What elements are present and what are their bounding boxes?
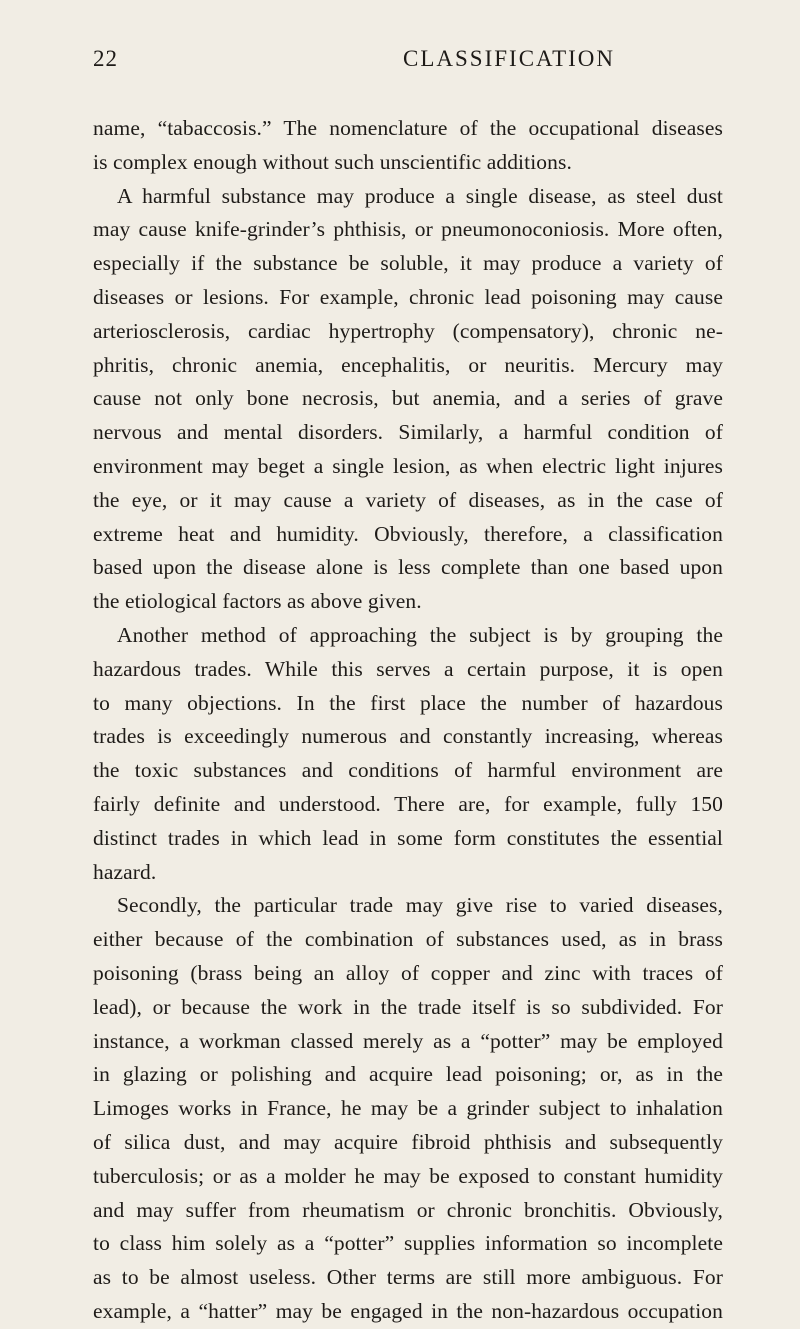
text-line: may cause knife-grinder’s phthisis, or pneumonoconiosis. More often,	[93, 217, 723, 242]
text-line: diseases or lesions. For example, chronic lead poisoning may cause	[93, 284, 723, 309]
text-line: distinct trades in which lead in some form constitutes the essential	[93, 825, 723, 850]
text-line: Limoges works in France, he may be a grinder subject to inhalation	[93, 1096, 723, 1121]
text-line: fairly definite and understood. There are, for example, fully 150	[93, 791, 723, 816]
text-line: extreme heat and humidity. Obviously, therefore, a classification	[93, 521, 723, 546]
text-line: example, a “hatter” may be engaged in the non-hazardous occupation	[93, 1298, 723, 1323]
text-line: and may suffer from rheumatism or chronic bronchitis. Obviously,	[93, 1197, 723, 1222]
text-line: the eye, or it may cause a variety of diseases, as in the case of	[93, 487, 723, 512]
text-line: hazard.	[93, 859, 157, 884]
text-line: arteriosclerosis, cardiac hypertrophy (compensatory), chronic ne-	[93, 318, 723, 343]
page-number: 22	[93, 46, 118, 71]
text-line: hazardous trades. While this serves a certain purpose, it is open	[93, 656, 723, 681]
text-line: nervous and mental disorders. Similarly, a harmful condition of	[93, 420, 723, 445]
text-line: cause not only bone necrosis, but anemia, and a series of grave	[93, 386, 723, 411]
text-line: either because of the combination of substances used, as in brass	[93, 927, 723, 952]
text-line: phritis, chronic anemia, encephalitis, or neuritis. Mercury may	[93, 352, 723, 377]
running-head: CLASSIFICATION	[403, 46, 616, 71]
text-line: especially if the substance be soluble, it may produce a variety of	[93, 251, 723, 276]
text-line: to class him solely as a “potter” supplies information so incomplete	[93, 1231, 723, 1256]
text-line: as to be almost useless. Other terms are still more ambiguous. For	[93, 1265, 723, 1290]
text-line: name, “tabaccosis.” The nomenclature of the occupational diseases	[93, 116, 723, 140]
body-text	[93, 112, 723, 1329]
text-line: lead), or because the work in the trade itself is so subdivided. For	[93, 994, 723, 1019]
text-line: trades is exceedingly numerous and constantly increasing, whereas	[93, 724, 723, 749]
text-line: instance, a workman classed merely as a “potter” may be employed	[93, 1028, 723, 1053]
text-line: Another method of approaching the subject is by grouping the	[117, 622, 723, 647]
page-header	[93, 46, 713, 76]
text-line: based upon the disease alone is less complete than one based upon	[93, 555, 723, 580]
text-line: the toxic substances and conditions of harmful environment are	[93, 758, 723, 783]
text-line: environment may beget a single lesion, as when electric light injures	[93, 453, 723, 478]
text-line: to many objections. In the first place the number of hazardous	[93, 690, 723, 715]
text-line: A harmful substance may produce a single disease, as steel dust	[117, 183, 723, 208]
text-line: Secondly, the particular trade may give rise to varied diseases,	[117, 893, 723, 918]
text-line: tuberculosis; or as a molder he may be exposed to constant humidity	[93, 1163, 723, 1188]
text-line: the etiological factors as above given.	[93, 589, 422, 614]
text-line: poisoning (brass being an alloy of copper and zinc with traces of	[93, 960, 723, 985]
text-line: of silica dust, and may acquire fibroid phthisis and subsequently	[93, 1129, 723, 1154]
text-line: is complex enough without such unscientific additions.	[93, 149, 572, 174]
text-line: in glazing or polishing and acquire lead poisoning; or, as in the	[93, 1062, 723, 1087]
